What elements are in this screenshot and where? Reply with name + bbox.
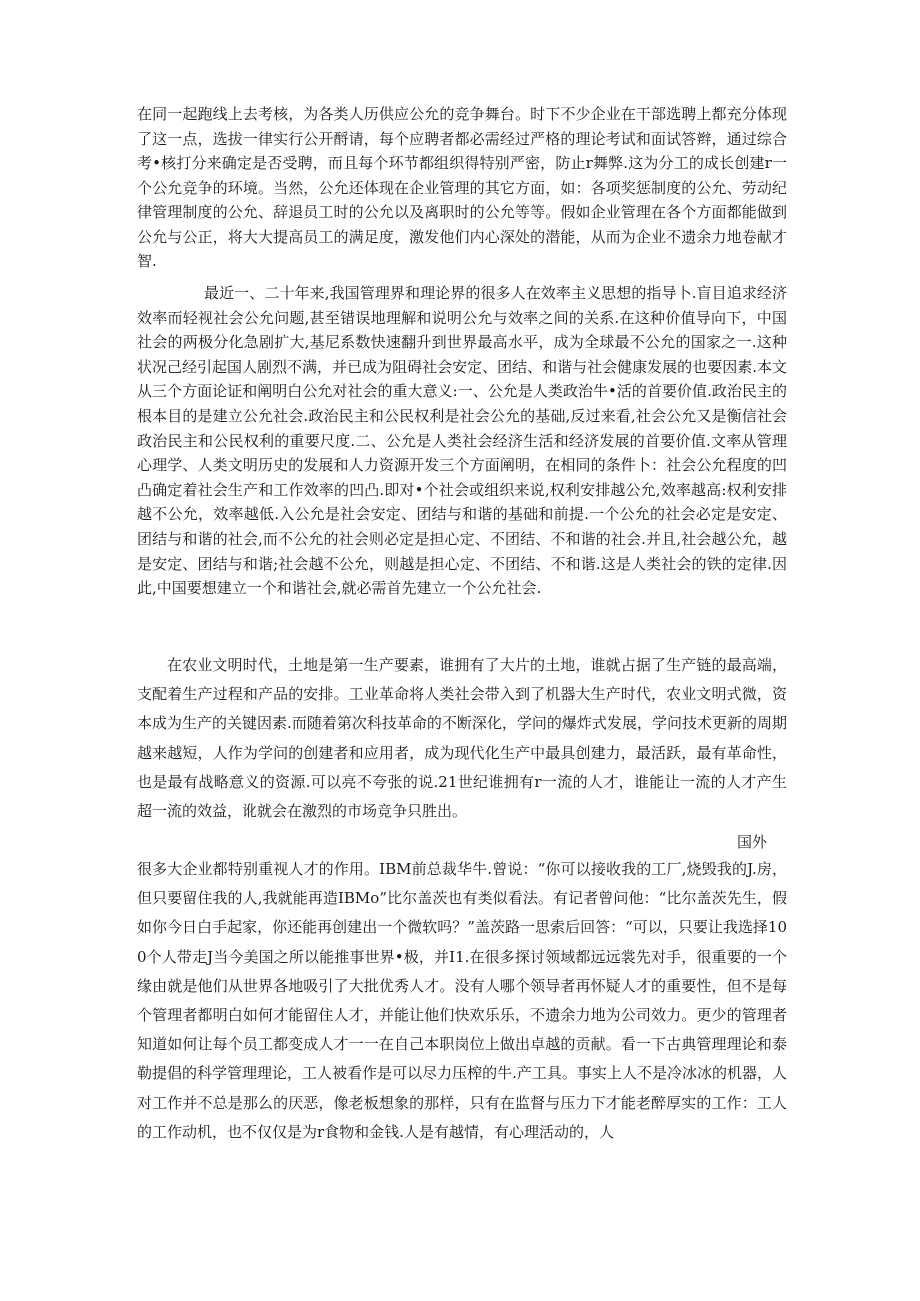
paragraph-enterprises-value-talent: 很多大企业都特别重视人才的作用。IBM前总裁华牛.曾说：“你可以接收我的工厂,烧毁我的J.房，但只要留住我的人,我就能再造IBMo”比尔盖茨也有类似看法。有记者曾问他：“比尔盖茨先生，假如你今日白手起家，你还能再创建出一个微软吗？”盖茨路一思索后回答：“可以，只要让我选择100个人带走J当今美国之所以能推事世界•极，并I1.在很多探讨领域都远远裳先对手，很重要的一个缘由就是他们从世界各地吸引了大批优秀人才。没有人哪个领导者再怀疑人才的重要性，但不是每个管理者都明白如何才能留住人才，并能让他们快欢乐乐，不遗余力地为公司效力。更少的管理者知道如何让每个员工都变成人才一一在自己本职岗位上做出卓越的贡献。看一下古典管理理论和泰勒提倡的科学管理理论，工人被看作是可以尽力压榨的牛.产工具。事实上人不是冷冰冰的机器，人对工作并不总是那么的厌恶，像老板想象的那样，只有在监督与压力下才能老醉厚实的工作：工人的工作动机，也不仅仅是为r食物和金钱.人是有越情，有心理活动的，人 — [137, 860, 787, 1141]
paragraph-fairness-competition: 在同一起跑线上去考核，为各类人历供应公允的竞争舞台。时下不少企业在干部选聘上都充分体现了这一点，选拔一律实行公开酹请，每个应聘者都必需经过严格的理论考试和面试答辫，通过综合考•核打分来确定是否受聘，而且每个环节都组织得特别严密，防止r舞弊.这为分工的成长创建r一个公允竞争的环境。当然，公允还体现在企业管理的其它方面，如：各项奖惩制度的公允、劳动纪律管理制度的公允、辞退员工时的公允以及离职时的公允等等。假如企业管理在各个方面都能做到公允与公正，将大大提高员工的满足度，激发他们内心深处的潜能，从而为企业不遗余力地卷献才智. — [137, 105, 787, 270]
paragraph-talent-era: 在农业文明时代，土地是第一生产要素，谁拥有了大片的土地，谁就占据了生产链的最高端，支配着生产过程和产品的安排。工业革命将人类社会带入到了机器大生产时代，农业文明式微，资本成为生产的关键因素.而随着第次科技革命的不断深化，学问的爆炸式发展，学问技术更新的周期越来越短，人作为学问的创建者和应用者，成为现代化生产中最具创建力，最活跃，最有革命性，也是最有战略意义的资源.可以亮不夸张的说.21世纪谁拥有r一流的人才，谁能让一流的人才产生超一流的效益，讹就会在激烈的市场竞争只胜出。 — [137, 656, 787, 821]
paragraph-fragment-abroad: 国外 — [737, 833, 768, 851]
paragraph-efficiency-vs-fairness: 最近一、二十年来,我国管理界和理论界的很多人在效率主义思想的指导卜.盲目追求经济效率而轻视社会公允问题,甚至错误地理解和说明公允与效率之间的关系.在这种价值导向下，中国社会的两极分化急剧扩大,基尼系数快速翻升到世界最高水平，成为全球最不公允的国家之一.这种状况己经引起国人剧烈不满，并已成为阻碍社会安定、团结、和谐与社会健康发展的也要因素.本文从三个方面论证和阐明白公允对社会的重大意义:一、公允是人类政治牛•活的首要价值.政治民主的根本目的是建立公允社会.政治民主和公民权利是社会公允的基础,反过来看,社会公允又是衡信社会政治民主和公民权利的重要尺度.二、公允是人类社会经济生活和经济发展的首要价值.文率从管理心理学、人类文明历史的发展和人力资源开发三个方面阐明，在相同的条件卜：社会公允程度的凹凸确定着社会生产和工作效率的凹凸.即对•个社会或组织来说,权利安排越公允,效率越高:权利安排越不公允，效率越低.入公允是社会安定、团结与和谐的基础和前提.一个公允的社会必定是安定、团结与和谐的社会,而不公允的社会则必定是担心定、不团结、不和谐的社会.并且,社会越公允，越是安定、团结与和谐;社会越不公允，则越是担心定、不团结、不和谐.这是人类社会的铁的定律.因此,中国要想建立一个和谐社会,就必需首先建立一个公允社会. — [137, 284, 787, 598]
